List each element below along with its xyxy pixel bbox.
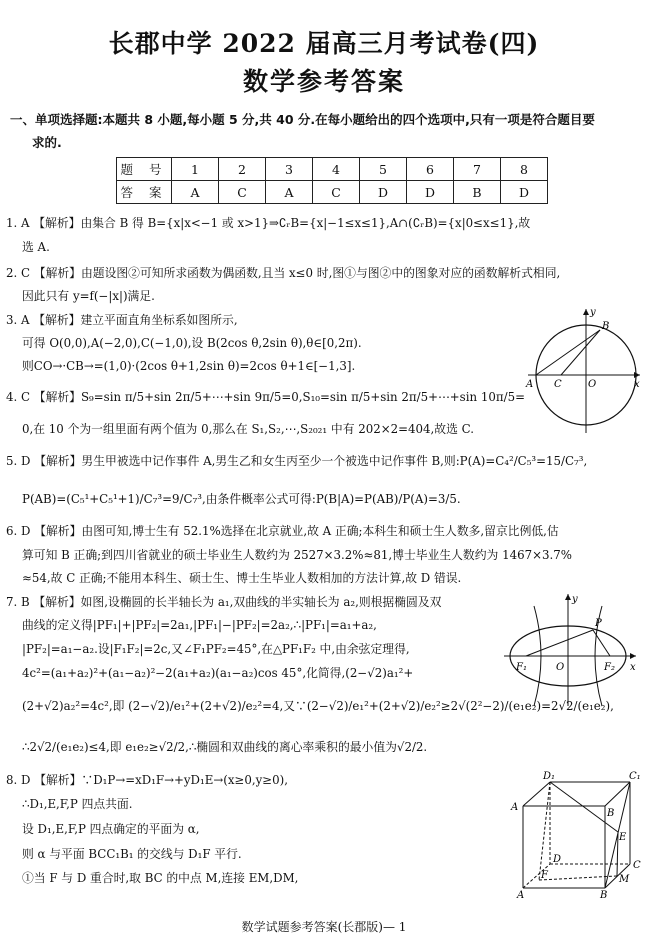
solution-line: ∴D₁,E,F,P 四点共面.	[22, 797, 133, 811]
figure3-label: x	[634, 379, 640, 390]
figure8-label: B	[607, 808, 615, 819]
solution-line: 1. A 【解析】由集合 B 得 B={x|x<−1 或 x>1}⇒∁ᵣB={x|−1≤x≤1},A∩(∁ᵣB)={x|0≤x≤1},故	[6, 216, 531, 230]
figure3-label: O	[588, 379, 597, 390]
page-footer: 数学试题参考答案(长郡版)— 1	[241, 920, 407, 934]
table-cell: C	[219, 181, 266, 204]
table-cell: 8	[501, 158, 548, 181]
figure-ellipse-hyperbola	[500, 590, 640, 710]
figure-circle	[520, 305, 645, 435]
solution-line: 因此只有 y=f(−|x|)满足.	[22, 289, 155, 303]
figure7-label: O	[556, 662, 565, 673]
table-cell: 5	[360, 158, 407, 181]
figure3-label: B	[602, 321, 610, 332]
solution-line: 设 D₁,E,F,P 四点确定的平面为 α,	[22, 822, 200, 836]
solution-line: ①当 F 与 D 重合时,取 BC 的中点 M,连接 EM,DM,	[22, 871, 299, 885]
figure7-label: y	[572, 594, 578, 605]
solution-line: 曲线的定义得|PF₁|+|PF₂|=2a₁,|PF₁|−|PF₂|=2a₂,∴|PF₁|=a₁+a₂,	[22, 618, 377, 632]
solution-line: 8. D 【解析】∵D₁P→=xD₁F→+yD₁E→(x≥0,y≥0),	[6, 773, 289, 787]
solution-line: 4. C 【解析】S₉=sin π/5+sin 2π/5+⋯+sin 9π/5=0,S₁₀=sin π/5+sin 2π/5+⋯+sin 10π/5=	[6, 390, 525, 404]
table-header-cell: 题 号	[117, 158, 172, 181]
figure8-label: C	[633, 860, 641, 871]
table-cell: D	[501, 181, 548, 204]
table-cell: 2	[219, 158, 266, 181]
figure7-label: P	[595, 618, 602, 629]
figure3-label: A	[526, 379, 534, 390]
figure8-label: D₁	[543, 771, 556, 782]
table-row	[117, 181, 548, 204]
section-heading-line: 一、单项选择题:本题共 8 小题,每小题 5 分,共 40 分.在每小题给出的四个选项中,只有一项是符合题目要	[10, 112, 595, 127]
table-cell: A	[172, 181, 219, 204]
figure8-label: A	[517, 890, 525, 900]
solution-line: 3. A 【解析】建立平面直角坐标系如图所示,	[6, 313, 238, 327]
solution-line: 算可知 B 正确;到四川省就业的硕士毕业生人数约为 2527×3.2%≈81,博士毕业生人数约为 1467×3.7%	[22, 548, 572, 562]
solution-line: 4c²=(a₁+a₂)²+(a₁−a₂)²−2(a₁+a₂)(a₁−a₂)cos 45°,化简得,(2−√2)a₁²+	[22, 666, 414, 680]
figure8-label: M	[619, 874, 630, 885]
section-heading-cont: 求的.	[32, 135, 62, 150]
solution-line: ∴2√2/(e₁e₂)≤4,即 e₁e₂≥√2/2,∴椭圆和双曲线的离心率乘积的最小值为√2/2.	[22, 740, 428, 754]
figure-cube	[505, 770, 645, 900]
table-cell: B	[454, 181, 501, 204]
answer-table	[116, 157, 548, 204]
solution-line: 2. C 【解析】由题设图②可知所求函数为偶函数,且当 x≤0 时,图①与图②中的图象对应的函数解析式相同,	[6, 266, 561, 280]
solution-line: |PF₂|=a₁−a₂.设|F₁F₂|=2c,又∠F₁PF₂=45°,在△PF₁F₂ 中,由余弦定理得,	[22, 642, 410, 656]
solution-line: 可得 O(0,0),A(−2,0),C(−1,0),设 B(2cos θ,2sin θ),θ∈[0,2π).	[22, 336, 362, 350]
figure7-label: x	[630, 662, 636, 673]
table-cell: D	[407, 181, 454, 204]
solution-line: 7. B 【解析】如图,设椭圆的长半轴长为 a₁,双曲线的半实轴长为 a₂,则根据椭圆及双	[6, 595, 442, 609]
figure7-label: F₂	[604, 662, 615, 673]
figure3-label: C	[554, 379, 562, 390]
solution-line: 则 α 与平面 BCC₁B₁ 的交线与 D₁F 平行.	[22, 847, 242, 861]
figure8-label: B	[600, 890, 608, 900]
figure7-label: F₁	[516, 662, 527, 673]
figure8-label: E	[619, 832, 627, 843]
section-heading	[10, 108, 640, 154]
figure8-label: F	[541, 870, 548, 881]
table-cell: 4	[313, 158, 360, 181]
figure8-label: C₁	[629, 771, 641, 782]
solution-line: P(AB)=(C₅¹+C₅¹+1)/C₇³=9/C₇³,由条件概率公式可得:P(B|A)=P(AB)/P(A)=3/5.	[22, 492, 461, 506]
table-cell: 3	[266, 158, 313, 181]
table-cell: A	[266, 181, 313, 204]
table-cell: 6	[407, 158, 454, 181]
page-title: 长郡中学 2022 届高三月考试卷(四)	[108, 29, 540, 58]
solution-line: ≈54,故 C 正确;不能用本科生、硕士生、博士生毕业人数相加的方法计算,故 D 错误.	[22, 571, 462, 585]
solution-line: 0,在 10 个为一组里面有两个值为 0,那么在 S₁,S₂,⋯,S₂₀₂₁ 中有 202×2=404,故选 C.	[22, 422, 474, 436]
solution-line: 6. D 【解析】由图可知,博士生有 52.1%选择在北京就业,故 A 正确;本科生和硕士生人数多,留京比例低,估	[6, 524, 559, 538]
figure8-label: D	[553, 854, 562, 865]
solution-line: 5. D 【解析】男生甲被选中记作事件 A,男生乙和女生丙至少一个被选中记作事件 B,则:P(A)=C₄²/C₅³=15/C₇³,	[6, 454, 588, 468]
table-header-cell: 答 案	[117, 181, 172, 204]
table-row	[117, 158, 548, 181]
table-cell: 7	[454, 158, 501, 181]
solution-line: (2+√2)a₂²=4c²,即 (2−√2)/e₁²+(2+√2)/e₂²=4,又∵(2−√2)/e₁²+(2+√2)/e₂²≥2√(2²−2)/(e₁e₂)=2√2/(e₁e₂),	[22, 699, 614, 713]
table-cell: C	[313, 181, 360, 204]
solution-line: 选 A.	[22, 240, 50, 254]
figure8-label: A	[511, 802, 519, 813]
figure3-label: y	[590, 307, 596, 318]
page-subtitle: 数学参考答案	[242, 67, 405, 96]
table-cell: 1	[172, 158, 219, 181]
table-cell: D	[360, 181, 407, 204]
solution-line: 则CO→·CB→=(1,0)·(2cos θ+1,2sin θ)=2cos θ+1∈[−1,3].	[22, 359, 356, 373]
